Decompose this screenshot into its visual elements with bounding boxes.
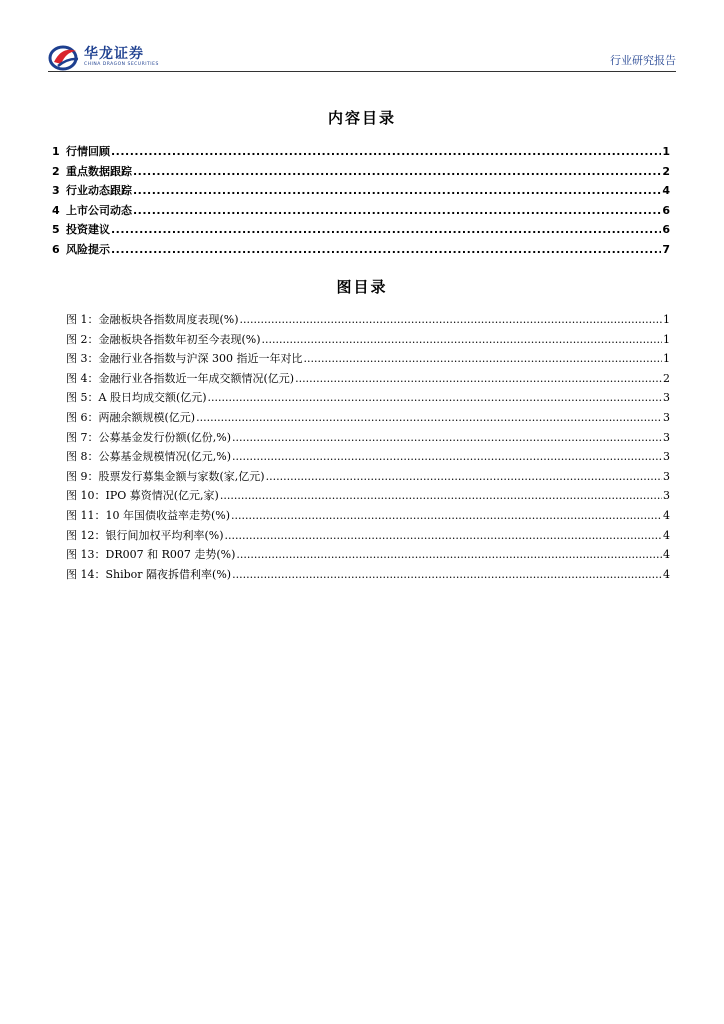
figure-item-page: 3: [663, 489, 670, 503]
toc-item-label: 行业动态跟踪: [66, 184, 132, 198]
figure-item-title: Shibor 隔夜拆借利率(%): [105, 567, 232, 581]
dot-leader: [196, 411, 662, 424]
toc-item-page: 2: [662, 164, 670, 178]
toc-item-number: 6: [52, 242, 60, 256]
header-divider: [48, 71, 676, 72]
toc-item-page: 6: [662, 223, 670, 237]
figure-item-title: 公募基金发行份额(亿份,%): [98, 430, 232, 444]
dot-leader: [232, 568, 662, 581]
toc-item-label: 上市公司动态: [66, 203, 132, 217]
toc-item-page: 4: [662, 184, 670, 198]
figure-item-page: 1: [663, 352, 670, 366]
table-of-contents: [52, 143, 670, 261]
figure-item[interactable]: [66, 546, 670, 566]
figure-item-label: 图 12：: [66, 528, 106, 542]
report-type-label: 行业研究报告: [610, 54, 676, 67]
page-header: [48, 40, 676, 72]
figure-item-label: 图 8：: [66, 450, 99, 464]
figure-item-label: 图 6：: [66, 410, 99, 424]
figure-item-label: 图 5：: [66, 391, 99, 405]
dot-leader: [232, 431, 662, 444]
dot-leader: [111, 243, 661, 256]
dot-leader: [262, 333, 662, 346]
figure-item[interactable]: [66, 487, 670, 507]
toc-item-page: 6: [662, 203, 670, 217]
dot-leader: [304, 352, 663, 365]
figure-item-title: 股票发行募集金额与家数(家,亿元): [98, 469, 265, 483]
dot-leader: [133, 165, 661, 178]
figure-item-page: 1: [663, 313, 670, 326]
toc-item-number: 5: [52, 223, 60, 237]
toc-item-number: 2: [52, 164, 60, 178]
figure-item[interactable]: [66, 507, 670, 527]
figure-item-label: 图 11：: [66, 508, 106, 522]
toc-item-label: 投资建议: [66, 223, 110, 237]
dot-leader: [231, 509, 662, 522]
dot-leader: [133, 204, 661, 217]
figure-item-label: 图 10：: [66, 489, 106, 503]
figure-item-label: 图 1：: [66, 313, 99, 326]
figure-item[interactable]: [66, 350, 670, 370]
figure-item[interactable]: [66, 331, 670, 351]
dot-leader: [208, 391, 662, 404]
toc-item[interactable]: [52, 221, 670, 241]
toc-item[interactable]: [52, 202, 670, 222]
dot-leader: [111, 145, 661, 158]
figure-item-title: A 股日均成交额(亿元): [98, 391, 207, 405]
toc-item-number: 4: [52, 203, 60, 217]
toc-item-label: 风险提示: [66, 242, 110, 256]
dot-leader: [240, 313, 662, 326]
dot-leader: [266, 470, 662, 483]
figure-item-page: 3: [663, 391, 670, 405]
figure-item[interactable]: [66, 468, 670, 488]
dot-leader: [225, 529, 662, 542]
figure-item[interactable]: [66, 566, 670, 586]
figure-item-title: 金融板块各指数周度表现(%): [98, 313, 239, 326]
dot-leader: [295, 372, 662, 385]
toc-item[interactable]: [52, 182, 670, 202]
figure-item-title: DR007 和 R007 走势(%): [105, 548, 236, 562]
figure-item[interactable]: [66, 409, 670, 429]
figure-item-page: 4: [663, 567, 670, 581]
figure-item-title: 金融行业各指数近一年成交额情况(亿元): [98, 371, 295, 385]
toc-item-label: 重点数据跟踪: [66, 164, 132, 178]
figure-item-label: 图 13：: [66, 548, 106, 562]
figure-item-label: 图 2：: [66, 332, 99, 346]
figure-item-label: 图 3：: [66, 352, 99, 366]
figure-item-page: 3: [663, 450, 670, 464]
figure-item-title: 银行间加权平均利率(%): [105, 528, 224, 542]
figure-item-page: 3: [663, 430, 670, 444]
figure-item-page: 4: [663, 548, 670, 562]
figure-item-label: 图 14：: [66, 567, 106, 581]
figure-item-page: 1: [663, 332, 670, 346]
figure-item-label: 图 9：: [66, 469, 99, 483]
logo-chinese-name: 华龙证券: [84, 46, 144, 62]
dot-leader: [220, 489, 662, 502]
dot-leader: [232, 450, 662, 463]
figure-list-title: 图目录: [336, 278, 388, 296]
logo-english-name: CHINA DRAGON SECURITIES: [84, 62, 159, 67]
figure-item[interactable]: [66, 527, 670, 547]
figure-item[interactable]: [66, 389, 670, 409]
figure-item-label: 图 7：: [66, 430, 99, 444]
toc-item-page: 1: [662, 145, 670, 158]
toc-item-label: 行情回顾: [66, 145, 110, 158]
figure-item-page: 3: [663, 469, 670, 483]
figure-item[interactable]: [66, 448, 670, 468]
dragon-logo-icon: [48, 42, 80, 72]
dot-leader: [236, 548, 662, 561]
toc-item[interactable]: [52, 241, 670, 261]
figure-list: [66, 311, 670, 585]
figure-item-title: 金融板块各指数年初至今表现(%): [98, 332, 261, 346]
toc-item[interactable]: [52, 163, 670, 183]
figure-item-title: 金融行业各指数与沪深 300 指近一年对比: [98, 352, 303, 366]
toc-title: 内容目录: [327, 109, 396, 127]
figure-item-page: 3: [663, 410, 670, 424]
figure-item[interactable]: [66, 311, 670, 331]
figure-item-title: 10 年国债收益率走势(%): [105, 508, 231, 522]
figure-item[interactable]: [66, 429, 670, 449]
dot-leader: [133, 184, 661, 197]
figure-item-title: 两融余额规模(亿元): [98, 410, 196, 424]
figure-item-title: IPO 募资情况(亿元,家): [105, 489, 219, 503]
toc-item-page: 7: [662, 242, 670, 256]
figure-item-label: 图 4：: [66, 371, 99, 385]
toc-item[interactable]: [52, 143, 670, 163]
figure-item-page: 4: [663, 508, 670, 522]
figure-item[interactable]: [66, 370, 670, 390]
figure-item-title: 公募基金规模情况(亿元,%): [98, 450, 232, 464]
toc-item-number: 1: [52, 145, 60, 158]
figure-item-page: 2: [663, 371, 670, 385]
dot-leader: [111, 223, 661, 236]
toc-item-number: 3: [52, 184, 60, 198]
figure-item-page: 4: [663, 528, 670, 542]
